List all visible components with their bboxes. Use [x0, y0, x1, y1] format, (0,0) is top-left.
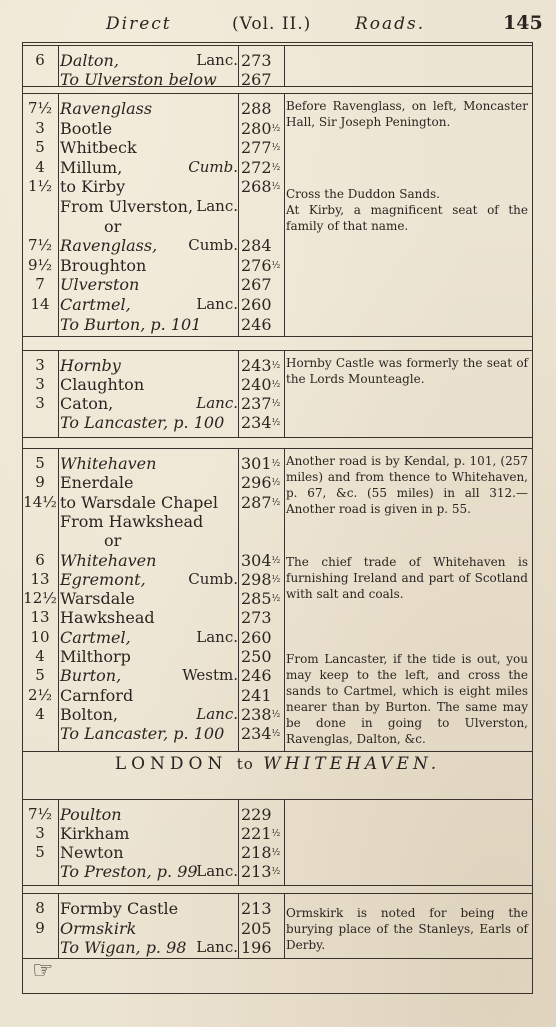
- stage-distance: 3: [35, 118, 45, 137]
- miles-from-london-cell: [241, 589, 285, 608]
- miles-from-london: 267: [241, 70, 272, 89]
- miles-fraction: ½: [271, 182, 281, 193]
- place-name: Bolton,: [60, 704, 118, 724]
- place-name: Whitbeck: [60, 138, 137, 158]
- route-block-6: [22, 893, 533, 959]
- route-row: [22, 628, 533, 647]
- remark-text: The chief trade of Whitehaven is furnishing Ireland and part of Scotland with salt and coals.: [286, 555, 528, 601]
- miles-from-london: 213: [241, 899, 272, 918]
- place-name: or: [104, 216, 122, 236]
- route-title-dest: WHITEHAVEN.: [263, 754, 441, 774]
- county-name: Cumb.: [188, 157, 238, 176]
- miles-from-london-cell: [241, 686, 285, 705]
- place-name: Cartmel,: [60, 295, 131, 314]
- stage-distance: 3: [35, 394, 45, 412]
- remark-text: Another road is by Kendal, p. 101, (257 miles) and from thence to Whitehaven, p. 67, &c. (55 miles) in all 312.—Another road is given in p. 55.: [286, 454, 528, 516]
- miles-from-london: 284: [241, 236, 272, 256]
- miles-fraction: ½: [271, 497, 281, 508]
- place-name: Hawkshead: [60, 608, 155, 628]
- miles-fraction: ½: [271, 709, 281, 720]
- place-name: From Hawkshead: [60, 511, 204, 531]
- miles-from-london: 246: [241, 666, 272, 686]
- remark-note: [286, 202, 528, 234]
- miles-from-london-cell: [241, 628, 285, 647]
- miles-from-london-cell: [241, 647, 285, 666]
- miles-from-london-cell: [241, 805, 285, 824]
- remark-note: [286, 186, 528, 202]
- header-right: Roads.: [355, 14, 426, 34]
- remark-text: Before Ravenglass, on left, Moncaster Hall, Sir Joseph Penington.: [286, 99, 528, 129]
- miles-from-london-cell: [241, 551, 285, 570]
- miles-from-london: 246: [241, 314, 272, 334]
- miles-fraction: ½: [271, 459, 281, 469]
- miles-fraction: ½: [271, 478, 281, 489]
- stage-distance: 4: [35, 647, 45, 665]
- stage-distance: 9½: [27, 255, 53, 274]
- miles-from-london: 267: [241, 275, 272, 295]
- route-row: [22, 138, 533, 157]
- route-title-to: to: [236, 755, 254, 773]
- stage-distance: 7½: [27, 99, 53, 117]
- miles-fraction: ½: [271, 418, 281, 428]
- county-name: Lanc.: [196, 627, 238, 646]
- miles-from-london: 272: [241, 157, 272, 177]
- miles-from-london-cell: [241, 158, 285, 177]
- miles-from-london-cell: [241, 70, 285, 89]
- remark-note: [286, 453, 528, 517]
- miles-from-london-cell: [241, 356, 285, 375]
- miles-from-london: 196: [241, 938, 272, 957]
- place-name: Formby Castle: [60, 899, 179, 918]
- place-name: Poulton: [60, 805, 122, 824]
- miles-from-london: 243: [241, 356, 272, 375]
- miles-from-london: 213: [241, 862, 272, 881]
- place-name: Enerdale: [60, 473, 134, 493]
- stage-distance: 3: [35, 375, 45, 393]
- place-name: Ormskirk: [60, 918, 137, 938]
- remark-note: [286, 651, 528, 747]
- miles-from-london: 234: [241, 413, 272, 432]
- stage-distance: 5: [35, 843, 45, 861]
- place-name: to Kirby: [60, 177, 126, 197]
- stage-distance: 13: [30, 569, 50, 588]
- miles-from-london: 221: [241, 824, 272, 843]
- miles-from-london-cell: [241, 899, 285, 918]
- miles-from-london: 287: [241, 492, 272, 512]
- county-name: Cumb.: [188, 236, 238, 255]
- place-name: To Wigan, p. 98: [60, 938, 187, 957]
- miles-from-london-cell: [241, 275, 285, 294]
- place-name: Millum,: [60, 157, 123, 177]
- miles-from-london: 298: [241, 569, 272, 589]
- remark-note: [286, 98, 528, 130]
- route-title-from: LONDON: [114, 754, 228, 774]
- miles-from-london: 205: [241, 918, 272, 938]
- stage-distance: 5: [35, 454, 45, 472]
- miles-from-london-cell: [241, 295, 285, 314]
- miles-from-london: 273: [241, 608, 272, 628]
- miles-from-london-cell: [241, 51, 285, 70]
- remark-text: Cross the Duddon Sands.: [286, 187, 440, 201]
- miles-from-london: 276: [241, 255, 272, 275]
- miles-from-london: 304: [241, 550, 272, 570]
- miles-from-london: 260: [241, 627, 272, 647]
- stage-distance: 6: [35, 51, 45, 69]
- stage-distance: 6: [35, 550, 45, 569]
- miles-from-london-cell: [241, 99, 285, 118]
- miles-from-london: 218: [241, 843, 272, 862]
- place-name: Cartmel,: [60, 627, 131, 647]
- place-name: Hornby: [60, 356, 121, 375]
- miles-from-london-cell: [241, 705, 285, 724]
- miles-from-london-cell: [241, 473, 285, 492]
- route-row: [22, 824, 533, 843]
- miles-from-london: 238: [241, 704, 272, 724]
- place-name: to Warsdale Chapel: [60, 492, 218, 512]
- route-row: [22, 805, 533, 824]
- miles-from-london: 273: [241, 51, 272, 70]
- route-row: [22, 315, 533, 334]
- miles-fraction: ½: [271, 380, 281, 390]
- miles-from-london: 277: [241, 138, 272, 158]
- miles-fraction: ½: [271, 260, 281, 271]
- remark-text: Ormskirk is noted for being the burying place of the Stanleys, Earls of Derby.: [286, 906, 528, 952]
- county-name: Lanc.: [196, 197, 238, 215]
- place-name: To Preston, p. 99: [60, 862, 198, 881]
- place-name: Whitehaven: [60, 454, 157, 473]
- miles-fraction: ½: [271, 867, 281, 877]
- route-row: [22, 531, 533, 550]
- remark-note: [286, 355, 528, 387]
- miles-fraction: ½: [271, 361, 281, 371]
- miles-from-london-cell: [241, 862, 285, 881]
- miles-from-london-cell: [241, 938, 285, 957]
- place-name: Ravenglass: [60, 99, 153, 118]
- route-row: [22, 275, 533, 294]
- miles-fraction: ½: [271, 162, 281, 173]
- stage-distance: 4: [35, 704, 45, 723]
- miles-fraction: ½: [271, 555, 281, 566]
- place-name: To Lancaster, p. 100: [60, 413, 225, 432]
- remark-text: At Kirby, a magnificent seat of the family of that name.: [286, 203, 528, 233]
- stage-distance: 7½: [27, 236, 53, 255]
- miles-from-london-cell: [241, 394, 285, 413]
- place-name: To Lancaster, p. 100: [60, 724, 225, 744]
- stage-distance: 8: [35, 899, 45, 917]
- place-name: Whitehaven: [60, 550, 157, 570]
- stage-distance: 10: [30, 627, 50, 646]
- stage-distance: 7½: [27, 805, 53, 823]
- miles-from-london: 241: [241, 685, 272, 705]
- miles-from-london: 240: [241, 375, 272, 394]
- miles-from-london-cell: [241, 824, 285, 843]
- route-row: [22, 394, 533, 413]
- miles-from-london-cell: [241, 454, 285, 473]
- miles-fraction: ½: [271, 399, 281, 409]
- miles-fraction: ½: [271, 143, 281, 154]
- miles-fraction: ½: [271, 594, 281, 605]
- miles-from-london-cell: [241, 256, 285, 275]
- miles-from-london-cell: [241, 177, 285, 196]
- remark-text: From Lancaster, if the tide is out, you may keep to the left, and cross the sands to Cartmel, which is eight miles nearer than by Burton. The same may be done in going to Ulverston, Ravenglas, Dalton, &c.: [286, 652, 528, 746]
- header-left: Direct: [106, 14, 172, 34]
- county-name: Lanc.: [196, 938, 238, 956]
- miles-from-london: 296: [241, 473, 272, 493]
- county-name: Lanc.: [196, 704, 238, 723]
- place-name: Milthorp: [60, 647, 131, 666]
- place-name: Newton: [60, 843, 124, 862]
- miles-from-london: 301: [241, 454, 272, 473]
- miles-from-london: 285: [241, 589, 272, 609]
- miles-from-london-cell: [241, 843, 285, 862]
- miles-from-london-cell: [241, 666, 285, 685]
- page-number: 145: [503, 12, 543, 34]
- miles-from-london: 237: [241, 394, 272, 413]
- route-row: [22, 843, 533, 862]
- miles-from-london: 260: [241, 295, 272, 314]
- place-name: Carnford: [60, 685, 134, 705]
- route-block-1: [22, 45, 533, 87]
- county-name: Cumb.: [188, 569, 238, 588]
- place-name: Ravenglass,: [60, 236, 158, 256]
- pointing-hand-icon: ☞: [32, 956, 54, 984]
- stage-distance: 14: [30, 295, 50, 313]
- route-row: [22, 70, 533, 89]
- route-row: [22, 158, 533, 177]
- stage-distance: 4: [35, 157, 45, 176]
- route-block-5: [22, 799, 533, 886]
- miles-from-london-cell: [241, 570, 285, 589]
- miles-from-london: 229: [241, 805, 272, 824]
- route-row: [22, 862, 533, 881]
- place-name: Kirkham: [60, 824, 130, 843]
- stage-distance: 12½: [23, 589, 57, 608]
- remark-note: [286, 905, 528, 953]
- place-name: Warsdale: [60, 589, 135, 609]
- route-block-3: [22, 350, 533, 438]
- route-row: [22, 295, 533, 314]
- county-name: Lanc.: [196, 51, 238, 69]
- miles-from-london: 288: [241, 99, 272, 118]
- county-name: Lanc.: [196, 394, 238, 412]
- county-name: Lanc.: [196, 295, 238, 313]
- miles-from-london: 250: [241, 647, 272, 666]
- place-name: Caton,: [60, 394, 114, 413]
- place-name: or: [104, 531, 122, 551]
- route-block-4: [22, 448, 533, 752]
- miles-from-london-cell: [241, 919, 285, 938]
- miles-from-london: 280: [241, 118, 272, 138]
- miles-from-london: 268: [241, 177, 272, 197]
- miles-fraction: ½: [271, 829, 281, 839]
- miles-fraction: ½: [271, 123, 281, 134]
- place-name: Bootle: [60, 118, 113, 138]
- place-name: Ulverston: [60, 275, 140, 295]
- miles-fraction: ½: [271, 729, 281, 740]
- running-header: [0, 10, 556, 40]
- place-name: Claughton: [60, 375, 145, 394]
- header-volume: (Vol. II.): [232, 14, 312, 34]
- place-name: To Burton, p. 101: [60, 314, 202, 334]
- route-row: [22, 256, 533, 275]
- place-name: Broughton: [60, 255, 147, 275]
- stage-distance: 9: [35, 473, 45, 492]
- stage-distance: 13: [30, 608, 50, 627]
- miles-fraction: ½: [271, 574, 281, 585]
- place-name: Burton,: [60, 666, 122, 686]
- place-name: Egremont,: [60, 569, 146, 589]
- place-name: From Ulverston,: [60, 197, 194, 216]
- stage-distance: 7: [35, 275, 45, 294]
- miles-from-london-cell: [241, 413, 285, 432]
- stage-distance: 9: [35, 918, 45, 937]
- miles-from-london-cell: [241, 236, 285, 255]
- route-block-2: [22, 93, 533, 337]
- route-title: [22, 754, 533, 782]
- remark-note: [286, 554, 528, 602]
- remark-text: Hornby Castle was formerly the seat of the Lords Mounteagle.: [286, 356, 528, 386]
- miles-from-london-cell: [241, 138, 285, 157]
- miles-from-london: 234: [241, 724, 272, 744]
- county-name: Westm.: [182, 666, 238, 685]
- stage-distance: 5: [35, 666, 45, 685]
- miles-from-london-cell: [241, 315, 285, 334]
- stage-distance: 1½: [27, 177, 53, 196]
- place-name: To Ulverston below: [60, 70, 217, 89]
- miles-from-london-cell: [241, 493, 285, 512]
- stage-distance: 2½: [27, 685, 53, 704]
- route-row: [22, 51, 533, 70]
- miles-from-london-cell: [241, 608, 285, 627]
- miles-from-london-cell: [241, 724, 285, 743]
- stage-distance: 3: [35, 824, 45, 842]
- stage-distance: 3: [35, 356, 45, 374]
- miles-from-london-cell: [241, 119, 285, 138]
- stage-distance: 5: [35, 138, 45, 157]
- county-name: Lanc.: [196, 862, 238, 880]
- place-name: Dalton,: [60, 51, 119, 70]
- miles-fraction: ½: [271, 848, 281, 858]
- route-row: [22, 608, 533, 627]
- miles-from-london-cell: [241, 375, 285, 394]
- route-row: [22, 413, 533, 432]
- route-row: [22, 236, 533, 255]
- stage-distance: 14½: [23, 492, 57, 511]
